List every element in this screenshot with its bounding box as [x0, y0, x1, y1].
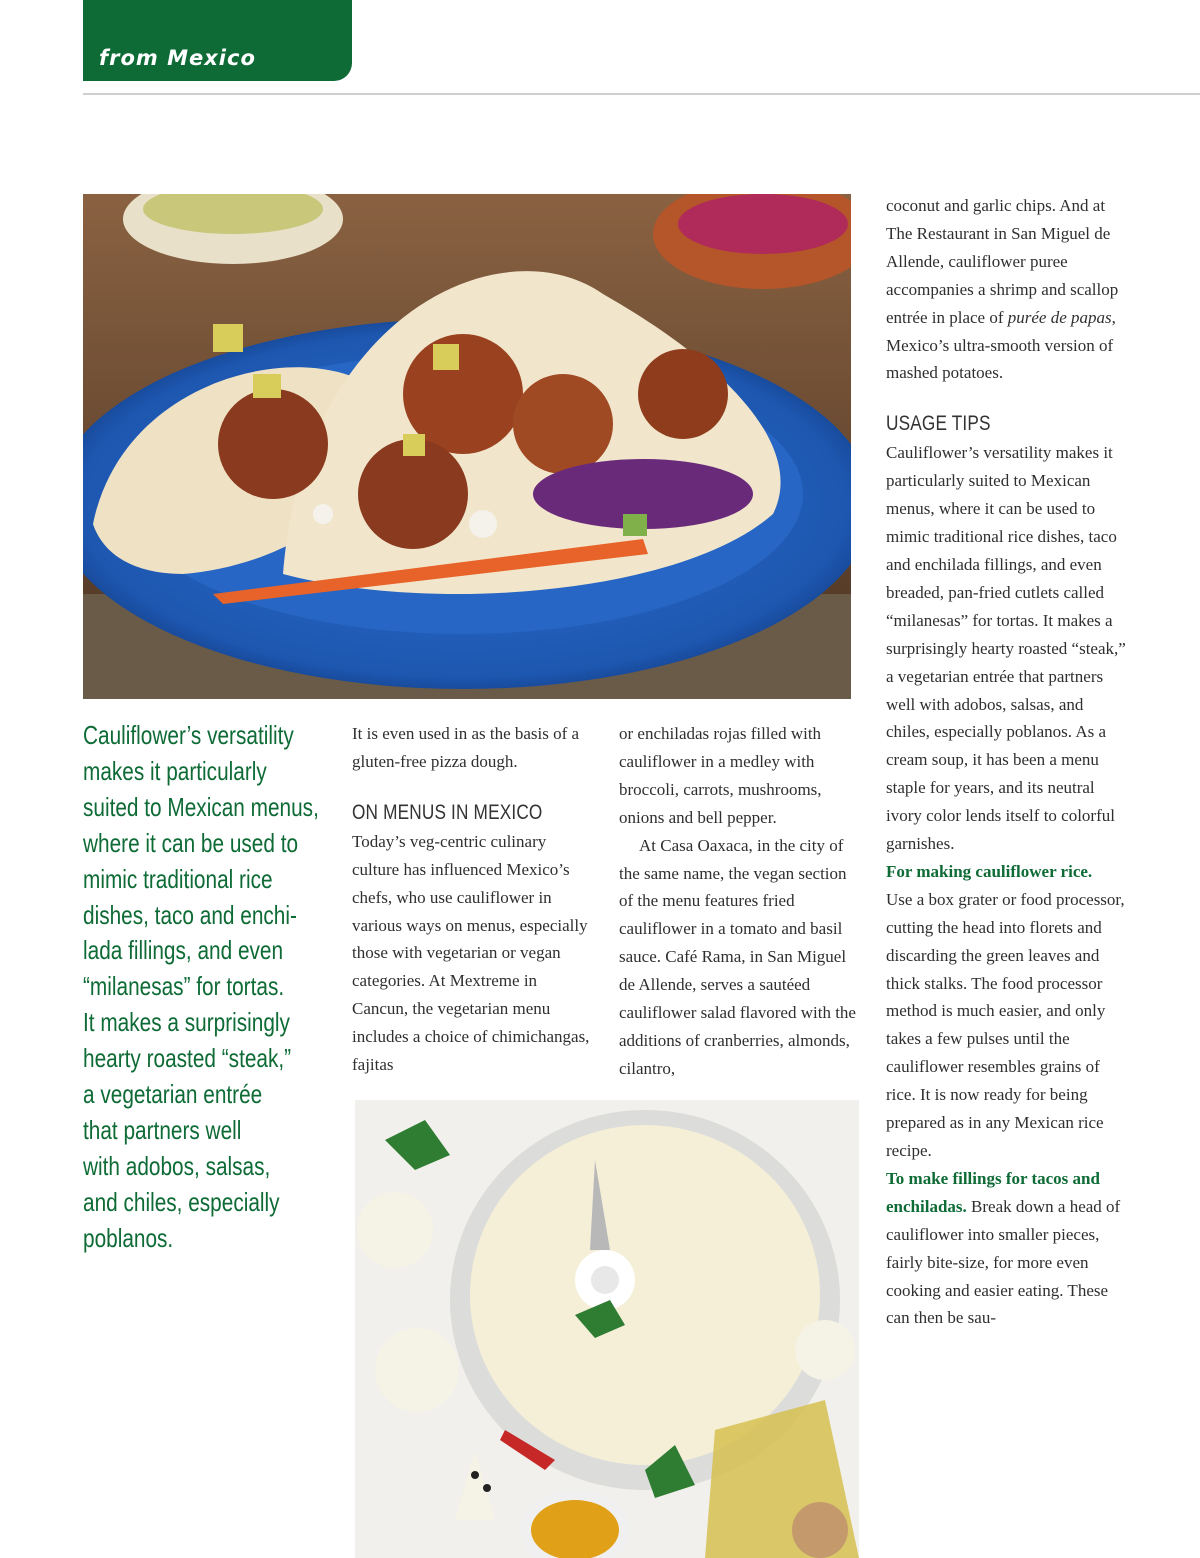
pull-quote-line: It makes a surprisingly	[83, 1007, 290, 1038]
cauliflower-tacos-photo	[83, 194, 851, 699]
body-paragraph: Cauliflower’s versatility makes it particularly suited to Mexican menus, where it can be used to mimic traditional rice dishes, taco and enchilada fillings, and even breaded, pan-fried cutlets called “milanesas” for tortas. It makes a surprisingly hearty roasted “steak,” a vegetarian entrée that partners well with adobos, salsas, and chiles, especially poblanos. As a cream soup, it has been a menu staple for years, and its neutral ivory color lends itself to colorful garnishes.	[886, 443, 1126, 854]
section-tab	[83, 0, 352, 81]
italic-term: purée de papas	[1007, 307, 1112, 327]
pull-quote-line: poblanos.	[83, 1222, 174, 1253]
pull-quote-line: hearty roasted “steak,”	[83, 1043, 292, 1074]
pull-quote-line: mimic traditional rice	[83, 863, 273, 894]
cauliflower-rice-photo	[355, 1100, 859, 1558]
body-paragraph: It is even used in as the basis of a gluten-free pizza dough.	[352, 724, 580, 771]
header-rule	[83, 93, 1200, 95]
tip-heading-fillings: To make fillings for tacos and enchiladas.	[886, 1168, 1100, 1216]
body-column-3	[886, 192, 1131, 1332]
pull-quote-line: makes it particularly	[83, 755, 267, 786]
body-column-1	[352, 720, 597, 1079]
section-heading-usage-tips: USAGE TIPS	[886, 412, 991, 436]
tip-heading-cauliflower-rice: For making cauliflower rice.	[886, 861, 1093, 881]
pull-quote-line: a vegetarian entrée	[83, 1079, 263, 1110]
pull-quote-line: and chiles, especially	[83, 1186, 280, 1217]
pull-quote-line: suited to Mexican menus,	[83, 791, 319, 822]
pull-quote-line: where it can be used to	[83, 827, 299, 858]
pull-quote-line: lada fillings, and even	[83, 935, 284, 966]
body-paragraph: At Casa Oaxaca, in the city of the same name, the vegan section of the menu features fried cauliflower in a tomato and basil sauce. Café Rama, in San Miguel de Allende, serves a sautéed cauliflower salad flavored with the additions of cranberries, almonds, cilantro,	[619, 835, 856, 1078]
body-column-2	[619, 720, 864, 1083]
pull-quote	[83, 718, 343, 1257]
body-paragraph: Use a box grater or food processor, cutting the head into florets and discarding the green leaves and thick stalks. The food processor method is much easier, and only takes a few pulses until the cauliflower resembles grains of rice. It is now ready for being prepared as in any Mexican rice recipe.	[886, 889, 1125, 1160]
body-paragraph: Today’s veg-centric culinary culture has influenced Mexico’s chefs, who use cauliflower in various ways on menus, especially those with vegetarian or vegan categories. At Mextreme in Cancun, the vegetarian menu includes a choice of chimichangas, fajitas	[352, 831, 590, 1075]
section-label: from Mexico	[99, 46, 256, 70]
body-paragraph: To make fillings for tacos and enchiladas. Break down a head of cauliflower into smaller pieces, fairly bite-size, for more even cooking and easier eating. These can then be sau-	[886, 1168, 1121, 1328]
section-heading-menus: ON MENUS IN MEXICO	[352, 800, 543, 824]
body-paragraph: coconut and garlic chips. And at The Restaurant in San Miguel de Allende, cauliflower puree accompanies a shrimp and scallop entrée in place of purée de papas, Mexico’s ultra-smooth version of mashed potatoes.	[886, 196, 1119, 383]
pull-quote-line: that partners well	[83, 1114, 242, 1145]
pull-quote-line: dishes, taco and enchi-	[83, 899, 297, 930]
body-paragraph: or enchiladas rojas filled with cauliflower in a medley with broccoli, carrots, mushrooms, onions and bell pepper.	[619, 724, 822, 827]
pull-quote-line: “milanesas” for tortas.	[83, 971, 285, 1002]
pull-quote-line: Cauliflower’s versatility	[83, 720, 294, 750]
pull-quote-line: with adobos, salsas,	[83, 1150, 271, 1181]
